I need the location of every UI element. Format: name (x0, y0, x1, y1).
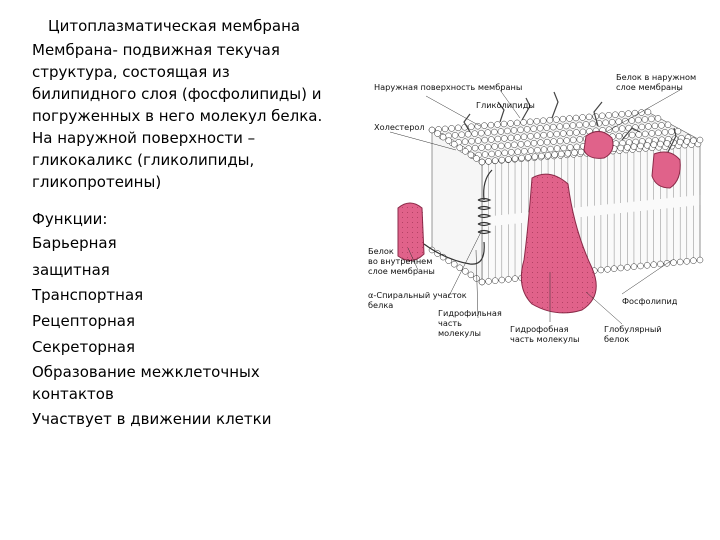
intro-line: На наружной поверхности – (32, 129, 256, 147)
slide-title: Цитоплазматическая мембрана (48, 17, 301, 35)
function-item: защитная (32, 261, 110, 279)
label-protein-inner: слое мембраны (368, 266, 435, 276)
label-cholesterol: Холестерол (374, 122, 425, 132)
contacts-line: Образование межклеточных (32, 363, 260, 381)
label-hydrophilic: Гидрофильная (438, 308, 502, 318)
label-outer-surface: Наружная поверхность мембраны (374, 82, 523, 92)
label-globular: Глобулярный (604, 324, 662, 334)
intro-line: гликопротеины) (32, 173, 162, 191)
intro-line: гликокаликс (гликолипиды, (32, 151, 255, 169)
function-item: Участвует в движении клетки (32, 410, 272, 428)
label-alpha-helix: белка (368, 300, 394, 310)
intro-text (32, 39, 332, 193)
protein-outer-1 (584, 131, 613, 158)
intro-line: билипидного слоя (фосфолипиды) и (32, 85, 322, 103)
contacts-line: контактов (32, 385, 114, 403)
intro-line: погруженных в него молекул белка. (32, 107, 323, 125)
function-item: Барьерная (32, 234, 117, 252)
label-glycolipids: Гликолипиды (476, 100, 535, 110)
function-item: Транспортная (32, 286, 144, 304)
label-protein-inner: во внутреннем (368, 256, 433, 266)
label-protein-outer: Белок в наружном (616, 72, 697, 82)
label-phospholipid: Фосфолипид (622, 296, 678, 306)
membrane-diagram (360, 60, 710, 360)
label-globular: белок (604, 334, 630, 344)
protein-outer-2 (652, 152, 680, 188)
label-hydrophilic: молекулы (438, 328, 481, 338)
protein-inner (398, 203, 424, 261)
function-item: Секреторная (32, 338, 135, 356)
label-alpha-helix: α-Спиральный участок (368, 290, 467, 300)
label-hydrophilic: часть (438, 318, 462, 328)
label-hydrophobic: часть молекулы (510, 334, 580, 344)
intro-line: структура, состоящая из (32, 63, 230, 81)
label-protein-outer: слое мембраны (616, 82, 683, 92)
functions-heading: Функции: (32, 210, 108, 228)
intro-line: Мембрана- подвижная текучая (32, 41, 280, 59)
function-item-contacts (32, 361, 260, 405)
label-hydrophobic: Гидрофобная (510, 324, 569, 334)
function-item: Рецепторная (32, 312, 135, 330)
label-protein-inner: Белок (368, 246, 394, 256)
